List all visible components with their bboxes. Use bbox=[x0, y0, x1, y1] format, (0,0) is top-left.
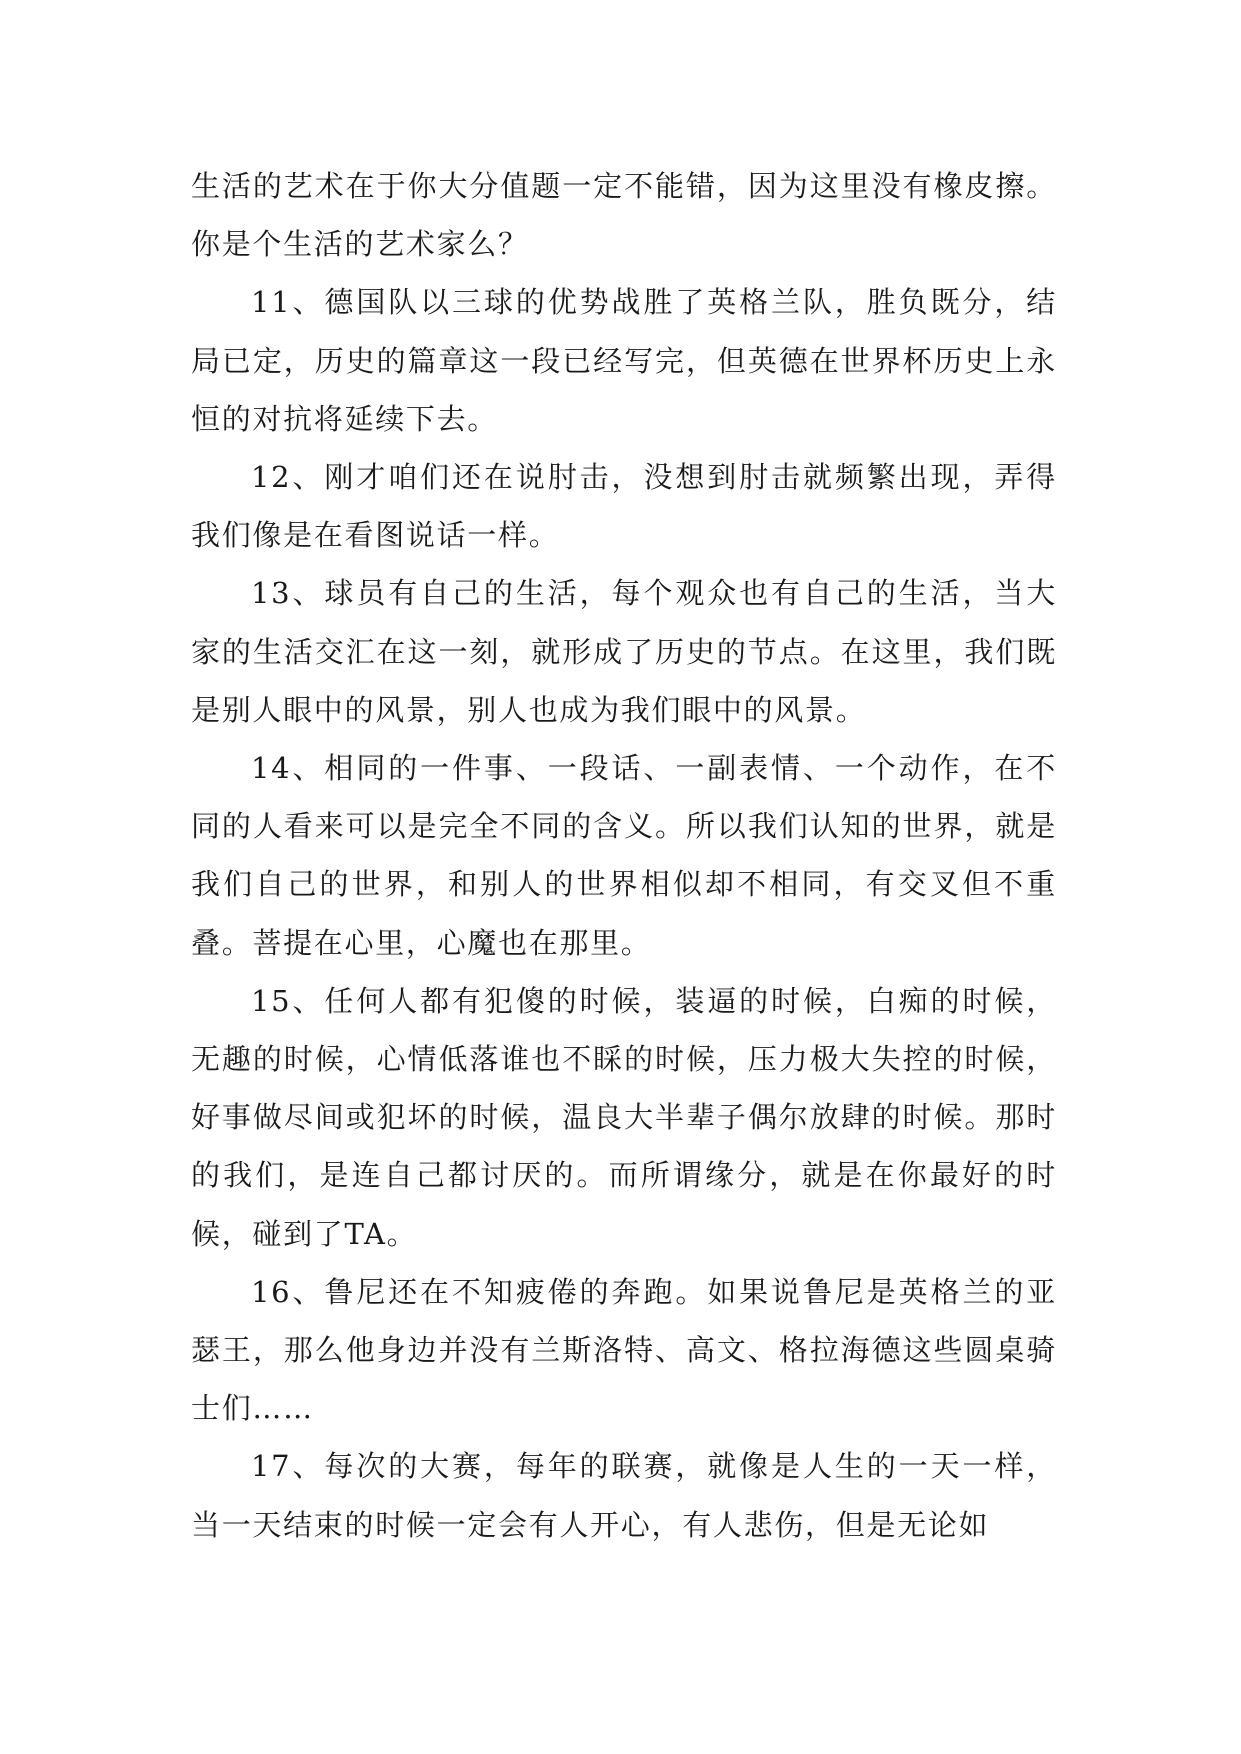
document-body bbox=[191, 157, 1057, 1554]
paragraph-11: 11、德国队以三球的优势战胜了英格兰队，胜负既分，结局已定，历史的篇章这一段已经写完，但英德在世界杯历史上永恒的对抗将延续下去。 bbox=[191, 285, 1057, 436]
paragraph-continuation: 生活的艺术在于你大分值题一定不能错，因为这里没有橡皮擦。你是个生活的艺术家么？ bbox=[191, 169, 1057, 262]
paragraph-17: 17、每次的大赛，每年的联赛，就像是人生的一天一样，当一天结束的时候一定会有人开心，有人悲伤，但是无论如 bbox=[191, 1449, 1057, 1542]
paragraph-13: 13、球员有自己的生活，每个观众也有自己的生活，当大家的生活交汇在这一刻，就形成了历史的节点。在这里，我们既是别人眼中的风景，别人也成为我们眼中的风景。 bbox=[191, 576, 1057, 727]
paragraph-15: 15、任何人都有犯傻的时候，装逼的时候，白痴的时候，无趣的时候，心情低落谁也不睬的时候，压力极大失控的时候，好事做尽间或犯坏的时候，温良大半辈子偶尔放肆的时候。那时的我们，是连自己都讨厌的。而所谓缘分，就是在你最好的时候，碰到了TA。 bbox=[191, 983, 1057, 1251]
paragraph-16: 16、鲁尼还在不知疲倦的奔跑。如果说鲁尼是英格兰的亚瑟王，那么他身边并没有兰斯洛特、高文、格拉海德这些圆桌骑士们…… bbox=[191, 1274, 1057, 1426]
paragraph-12: 12、刚才咱们还在说肘击，没想到肘击就频繁出现，弄得我们像是在看图说话一样。 bbox=[191, 460, 1057, 553]
paragraph-14: 14、相同的一件事、一段话、一副表情、一个动作，在不同的人看来可以是完全不同的含义。所以我们认知的世界，就是我们自己的世界，和别人的世界相似却不相同，有交叉但不重叠。菩提在心里，心魔也在那里。 bbox=[191, 751, 1057, 960]
